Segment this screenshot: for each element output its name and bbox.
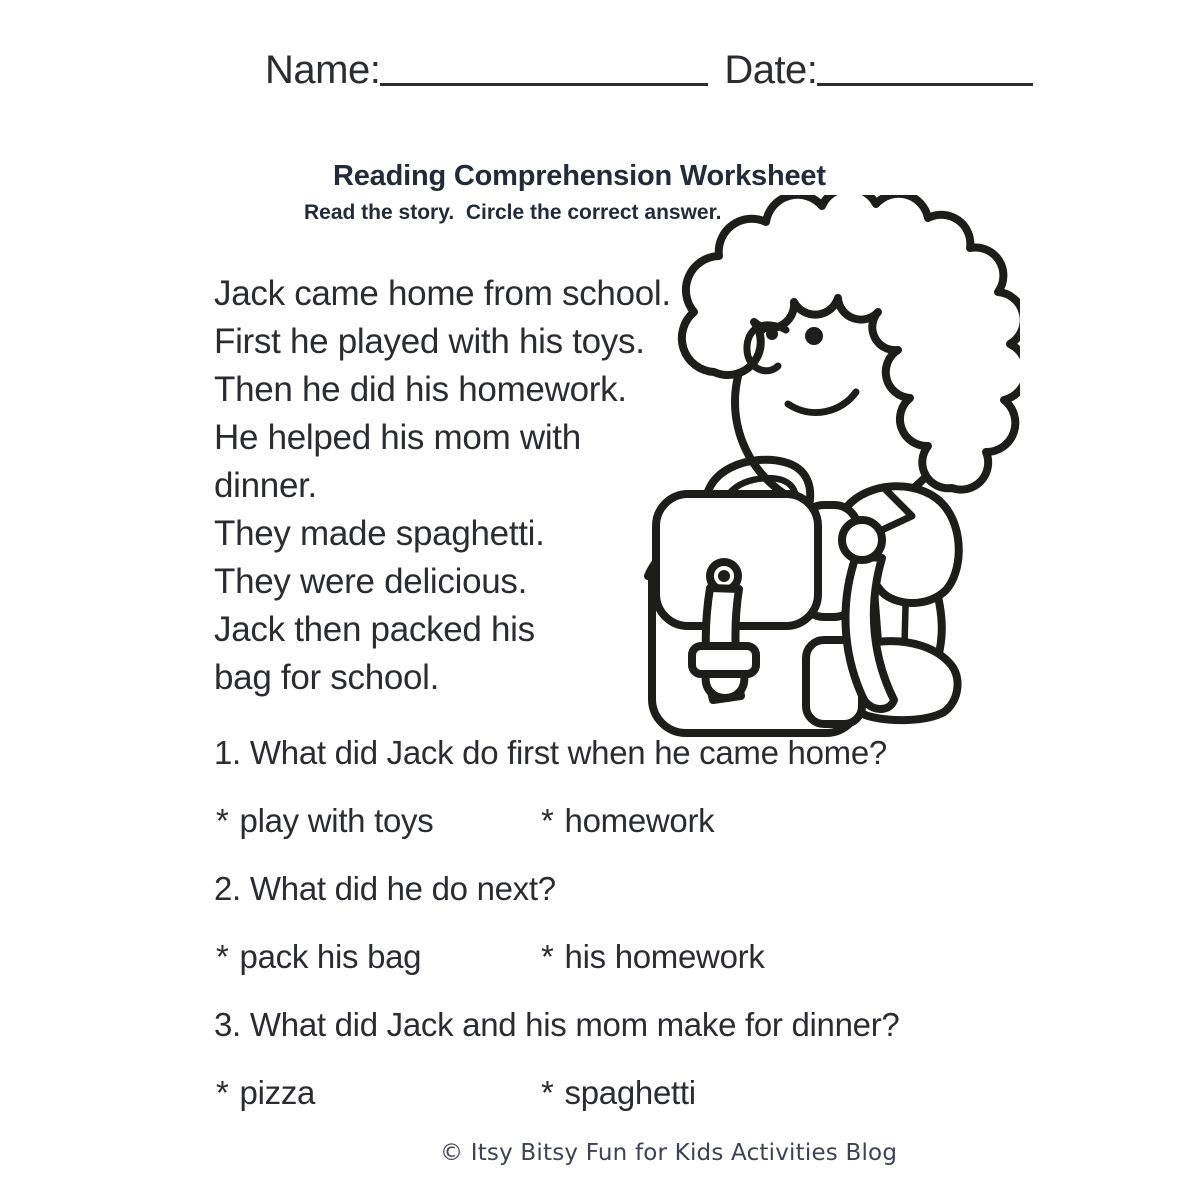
question-3	[214, 1006, 899, 1044]
asterisk-marker: *	[541, 1074, 554, 1111]
question-3-options	[216, 1074, 696, 1112]
question-1-options	[216, 802, 714, 840]
backpack-strap-end	[706, 674, 745, 698]
story-line: bag for school.	[214, 658, 440, 697]
option-label: homework	[564, 802, 715, 839]
name-date-row	[265, 48, 1033, 92]
boy-hand	[842, 520, 882, 560]
story-line: First he played with his toys.	[214, 322, 645, 361]
story-line: Then he did his homework.	[214, 370, 627, 409]
option-label: pizza	[239, 1074, 316, 1111]
asterisk-marker: *	[541, 802, 554, 839]
story-line: They were delicious.	[214, 562, 528, 601]
date-blank-line	[817, 83, 1033, 86]
footer-credit: © Itsy Bitsy Fun for Kids Activities Blog	[440, 1140, 898, 1166]
worksheet-title: Reading Comprehension Worksheet	[333, 160, 826, 192]
option-label: spaghetti	[564, 1074, 696, 1111]
option-label: pack his bag	[239, 938, 422, 975]
option-label: play with toys	[239, 802, 434, 839]
answer-option	[541, 802, 714, 840]
question-1	[214, 734, 887, 772]
answer-option	[541, 938, 765, 976]
boy-with-backpack-illustration	[640, 195, 1020, 755]
question-2-options	[216, 938, 765, 976]
date-label: Date:	[724, 48, 818, 92]
story-line: Jack came home from school.	[214, 274, 671, 313]
story-line: They made spaghetti.	[214, 514, 545, 553]
boy-left-eye	[766, 328, 778, 340]
question-2	[214, 870, 556, 908]
question-number: 2.	[214, 870, 241, 907]
answer-option	[216, 802, 541, 840]
asterisk-marker: *	[216, 938, 229, 975]
question-text: What did Jack and his mom make for dinner?	[249, 1006, 900, 1043]
backpack-grommet-center	[718, 570, 730, 582]
name-blank-line	[380, 83, 708, 86]
story-line: dinner.	[214, 466, 317, 505]
story-line: He helped his mom with	[214, 418, 581, 457]
question-text: What did he do next?	[249, 870, 556, 907]
asterisk-marker: *	[216, 802, 229, 839]
option-label: his homework	[564, 938, 765, 975]
question-number: 1.	[214, 734, 241, 771]
asterisk-marker: *	[216, 1074, 229, 1111]
backpack-buckle	[692, 646, 756, 674]
worksheet-instructions: Read the story. Circle the correct answer.	[304, 201, 722, 224]
story-text	[214, 270, 671, 702]
answer-option	[216, 938, 541, 976]
boy-right-eye	[805, 327, 823, 345]
name-label: Name:	[265, 48, 381, 92]
answer-option	[216, 1074, 541, 1112]
story-line: Jack then packed his	[214, 610, 535, 649]
question-number: 3.	[214, 1006, 241, 1043]
question-text: What did Jack do first when he came home?	[249, 734, 887, 771]
asterisk-marker: *	[541, 938, 554, 975]
answer-option	[541, 1074, 696, 1112]
